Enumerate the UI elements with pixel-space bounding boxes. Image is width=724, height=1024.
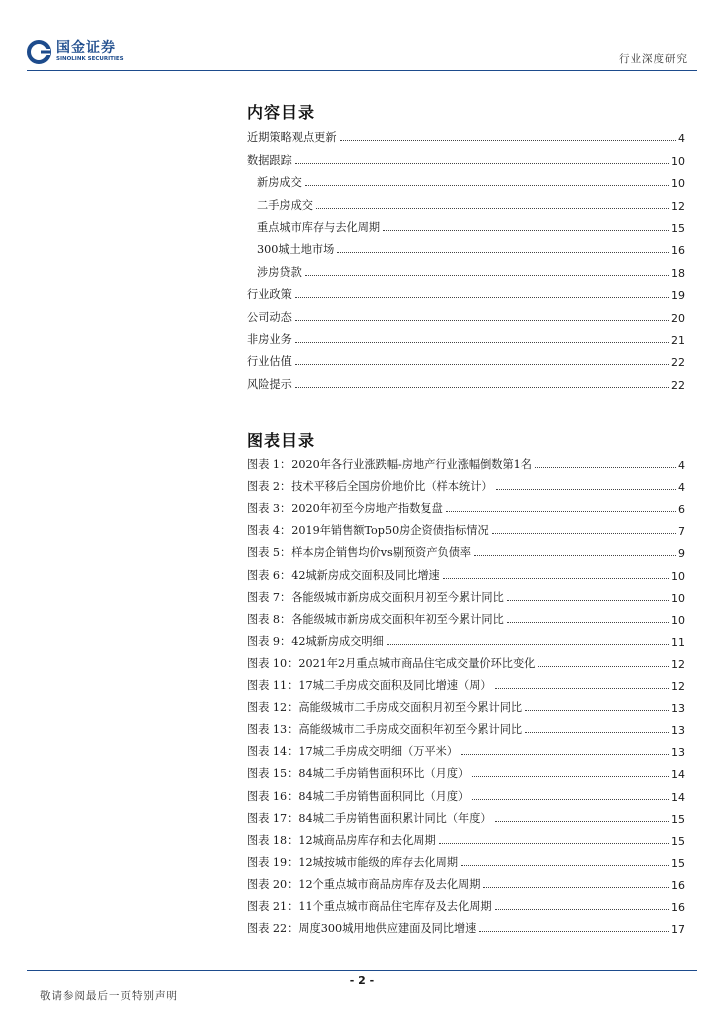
toc-entry[interactable] bbox=[247, 538, 685, 560]
toc-leader-dots bbox=[495, 821, 669, 822]
toc-leader-dots bbox=[507, 600, 669, 601]
toc-entry-label: 近期策略观点更新 bbox=[247, 131, 337, 145]
toc-leader-dots bbox=[472, 776, 669, 777]
toc-leader-dots bbox=[535, 467, 676, 468]
toc-entry-label: 图表 2：技术平移后全国房价地价比（样本统计） bbox=[247, 480, 493, 494]
toc-leader-dots bbox=[305, 275, 669, 276]
toc-entry-label: 风险提示 bbox=[247, 377, 292, 391]
toc-entry-label: 300城土地市场 bbox=[257, 243, 335, 257]
toc-leader-dots bbox=[474, 555, 676, 556]
toc-leader-dots bbox=[479, 931, 669, 932]
toc-entry[interactable] bbox=[247, 804, 685, 826]
toc-leader-dots bbox=[340, 140, 676, 141]
brand-logo-icon bbox=[27, 40, 51, 64]
toc-leader-dots bbox=[439, 843, 669, 844]
toc-entry-page: 11 bbox=[671, 635, 685, 649]
toc-entry-label: 图表 17：84城二手房销售面积累计同比（年度） bbox=[247, 811, 492, 825]
toc-leader-dots bbox=[446, 511, 676, 512]
toc-leader-dots bbox=[472, 799, 669, 800]
toc-entry-page: 16 bbox=[671, 244, 685, 258]
toc-entry-page: 13 bbox=[671, 724, 685, 738]
toc-leader-dots bbox=[492, 533, 676, 534]
toc-entry-page: 16 bbox=[671, 900, 685, 914]
toc-entry-label: 图表 7：各能级城市新房成交面积月初至今累计同比 bbox=[247, 590, 504, 604]
toc-entry[interactable] bbox=[247, 347, 685, 369]
toc-entry[interactable] bbox=[247, 848, 685, 870]
toc-entry-page: 17 bbox=[671, 923, 685, 937]
toc-leader-dots bbox=[295, 163, 669, 164]
toc-entry-label: 图表 1：2020年各行业涨跌幅-房地产行业涨幅倒数第1名 bbox=[247, 458, 532, 472]
toc-entry-label: 非房业务 bbox=[247, 332, 292, 346]
toc-entry-label: 图表 20：12个重点城市商品房库存及去化周期 bbox=[247, 877, 481, 891]
toc-entry[interactable] bbox=[247, 671, 685, 693]
toc-entry[interactable] bbox=[247, 870, 685, 892]
toc-leader-dots bbox=[461, 754, 669, 755]
toc-entry[interactable] bbox=[247, 325, 685, 347]
toc-entry-page: 12 bbox=[671, 199, 685, 213]
toc-leader-dots bbox=[295, 387, 669, 388]
toc-leader-dots bbox=[295, 342, 669, 343]
report-type: 行业深度研究 bbox=[619, 53, 688, 65]
toc-entry[interactable] bbox=[247, 583, 685, 605]
toc-entry-label: 图表 11：17城二手房成交面积及同比增速（周） bbox=[247, 679, 492, 693]
toc-entry-page: 4 bbox=[678, 132, 685, 146]
toc-leader-dots bbox=[495, 909, 669, 910]
toc-entry[interactable] bbox=[247, 472, 685, 494]
toc-entry[interactable] bbox=[247, 693, 685, 715]
toc-entry[interactable] bbox=[247, 450, 685, 472]
brand-logo bbox=[27, 40, 124, 64]
toc-leader-dots bbox=[295, 320, 669, 321]
toc-leader-dots bbox=[525, 710, 669, 711]
toc-entry-page: 13 bbox=[671, 702, 685, 716]
toc-entry-label: 图表 14：17城二手房成交明细（万平米） bbox=[247, 745, 459, 759]
toc-entry-label: 公司动态 bbox=[247, 310, 292, 324]
toc-entry-label: 图表 21：11个重点城市商品住宅库存及去化周期 bbox=[247, 899, 492, 913]
toc-entry-page: 4 bbox=[678, 459, 685, 473]
toc-entry-page: 6 bbox=[678, 503, 685, 517]
toc-entry-page: 15 bbox=[671, 856, 685, 870]
toc-leader-dots bbox=[337, 252, 669, 253]
figures-title: 图表目录 bbox=[247, 431, 316, 450]
toc-leader-dots bbox=[495, 688, 669, 689]
toc-entry-label: 图表 13：高能级城市二手房成交面积年初至今累计同比 bbox=[247, 723, 523, 737]
toc-entry-page: 18 bbox=[671, 266, 685, 280]
toc-entry[interactable] bbox=[247, 235, 685, 257]
toc-entry[interactable] bbox=[247, 627, 685, 649]
toc-entry-label: 图表 15：84城二手房销售面积环比（月度） bbox=[247, 767, 470, 781]
toc-entry-page: 4 bbox=[678, 481, 685, 495]
toc-entry-label: 图表 8：各能级城市新房成交面积年初至今累计同比 bbox=[247, 612, 504, 626]
toc-leader-dots bbox=[305, 185, 669, 186]
toc-entry-page: 16 bbox=[671, 878, 685, 892]
toc-entry-page: 10 bbox=[671, 177, 685, 191]
toc-entry-label: 图表 9：42城新房成交明细 bbox=[247, 634, 384, 648]
toc-leader-dots bbox=[496, 489, 676, 490]
toc-entry[interactable] bbox=[247, 605, 685, 627]
contents-list bbox=[247, 123, 685, 392]
toc-entry[interactable] bbox=[247, 914, 685, 936]
toc-entry[interactable] bbox=[247, 494, 685, 516]
toc-entry-label: 重点城市库存与去化周期 bbox=[257, 220, 381, 234]
toc-entry[interactable] bbox=[247, 649, 685, 671]
toc-entry-label: 图表 3：2020年初至今房地产指数复盘 bbox=[247, 502, 443, 516]
toc-leader-dots bbox=[383, 230, 669, 231]
toc-leader-dots bbox=[387, 644, 669, 645]
toc-entry[interactable] bbox=[247, 190, 685, 212]
toc-entry-label: 图表 4：2019年销售额Top50房企资债指标情况 bbox=[247, 524, 489, 538]
toc-entry-page: 14 bbox=[671, 768, 685, 782]
toc-entry-page: 10 bbox=[671, 154, 685, 168]
toc-entry[interactable] bbox=[247, 280, 685, 302]
toc-entry[interactable] bbox=[247, 145, 685, 167]
toc-entry-label: 图表 18：12城商品房库存和去化周期 bbox=[247, 833, 436, 847]
toc-entry-label: 图表 5：样本房企销售均价vs剔预资产负债率 bbox=[247, 546, 472, 560]
toc-entry-label: 行业政策 bbox=[247, 288, 292, 302]
toc-entry-label: 数据跟踪 bbox=[247, 153, 292, 167]
toc-entry-page: 21 bbox=[671, 333, 685, 347]
toc-leader-dots bbox=[538, 666, 669, 667]
toc-entry[interactable] bbox=[247, 213, 685, 235]
toc-entry-page: 15 bbox=[671, 812, 685, 826]
toc-entry-label: 图表 12：高能级城市二手房成交面积月初至今累计同比 bbox=[247, 701, 523, 715]
toc-entry[interactable] bbox=[247, 892, 685, 914]
toc-entry-page: 10 bbox=[671, 591, 685, 605]
figures-list bbox=[247, 450, 685, 936]
toc-leader-dots bbox=[295, 297, 669, 298]
toc-entry-page: 12 bbox=[671, 680, 685, 694]
toc-entry[interactable] bbox=[247, 302, 685, 324]
footer-divider bbox=[27, 970, 697, 971]
toc-leader-dots bbox=[443, 578, 669, 579]
brand-name-en: SINOLINK SECURITIES bbox=[56, 56, 124, 62]
toc-entry-label: 行业估值 bbox=[247, 355, 292, 369]
toc-entry[interactable] bbox=[247, 257, 685, 279]
toc-entry-page: 15 bbox=[671, 221, 685, 235]
toc-entry[interactable] bbox=[247, 123, 685, 145]
toc-entry-label: 涉房贷款 bbox=[257, 265, 302, 279]
contents-title: 内容目录 bbox=[247, 103, 316, 122]
toc-entry[interactable] bbox=[247, 737, 685, 759]
page-header bbox=[0, 0, 724, 78]
toc-entry[interactable] bbox=[247, 781, 685, 803]
toc-entry-page: 10 bbox=[671, 569, 685, 583]
toc-entry-label: 图表 22：周度300城用地供应建面及同比增速 bbox=[247, 922, 477, 936]
toc-entry-label: 图表 19：12城按城市能级的库存去化周期 bbox=[247, 855, 459, 869]
toc-entry[interactable] bbox=[247, 715, 685, 737]
toc-entry[interactable] bbox=[247, 560, 685, 582]
toc-entry-page: 7 bbox=[678, 525, 685, 539]
toc-entry-page: 22 bbox=[671, 378, 685, 392]
toc-entry-page: 20 bbox=[671, 311, 685, 325]
toc-entry-label: 二手房成交 bbox=[257, 198, 313, 212]
toc-leader-dots bbox=[316, 208, 669, 209]
toc-entry[interactable] bbox=[247, 516, 685, 538]
toc-entry-page: 13 bbox=[671, 746, 685, 760]
toc-entry[interactable] bbox=[247, 168, 685, 190]
toc-entry-page: 19 bbox=[671, 289, 685, 303]
toc-entry[interactable] bbox=[247, 826, 685, 848]
toc-leader-dots bbox=[295, 364, 669, 365]
toc-leader-dots bbox=[483, 887, 669, 888]
toc-entry-label: 新房成交 bbox=[257, 176, 302, 190]
toc-entry-page: 12 bbox=[671, 657, 685, 671]
header-divider bbox=[27, 70, 697, 71]
toc-leader-dots bbox=[507, 622, 669, 623]
toc-entry-label: 图表 16：84城二手房销售面积同比（月度） bbox=[247, 789, 470, 803]
toc-entry-label: 图表 10：2021年2月重点城市商品住宅成交量价环比变化 bbox=[247, 656, 536, 670]
disclaimer: 敬请参阅最后一页特别声明 bbox=[40, 990, 178, 1002]
toc-leader-dots bbox=[461, 865, 669, 866]
toc-entry-page: 9 bbox=[678, 547, 685, 561]
toc-entry[interactable] bbox=[247, 369, 685, 391]
brand-name-cn: 国金证券 bbox=[56, 40, 116, 56]
page-number: - 2 - bbox=[349, 974, 375, 987]
toc-entry-page: 14 bbox=[671, 790, 685, 804]
toc-leader-dots bbox=[525, 732, 669, 733]
toc-entry-page: 22 bbox=[671, 356, 685, 370]
toc-entry-page: 10 bbox=[671, 613, 685, 627]
toc-entry-page: 15 bbox=[671, 834, 685, 848]
toc-entry-label: 图表 6：42城新房成交面积及同比增速 bbox=[247, 568, 440, 582]
toc-entry[interactable] bbox=[247, 759, 685, 781]
